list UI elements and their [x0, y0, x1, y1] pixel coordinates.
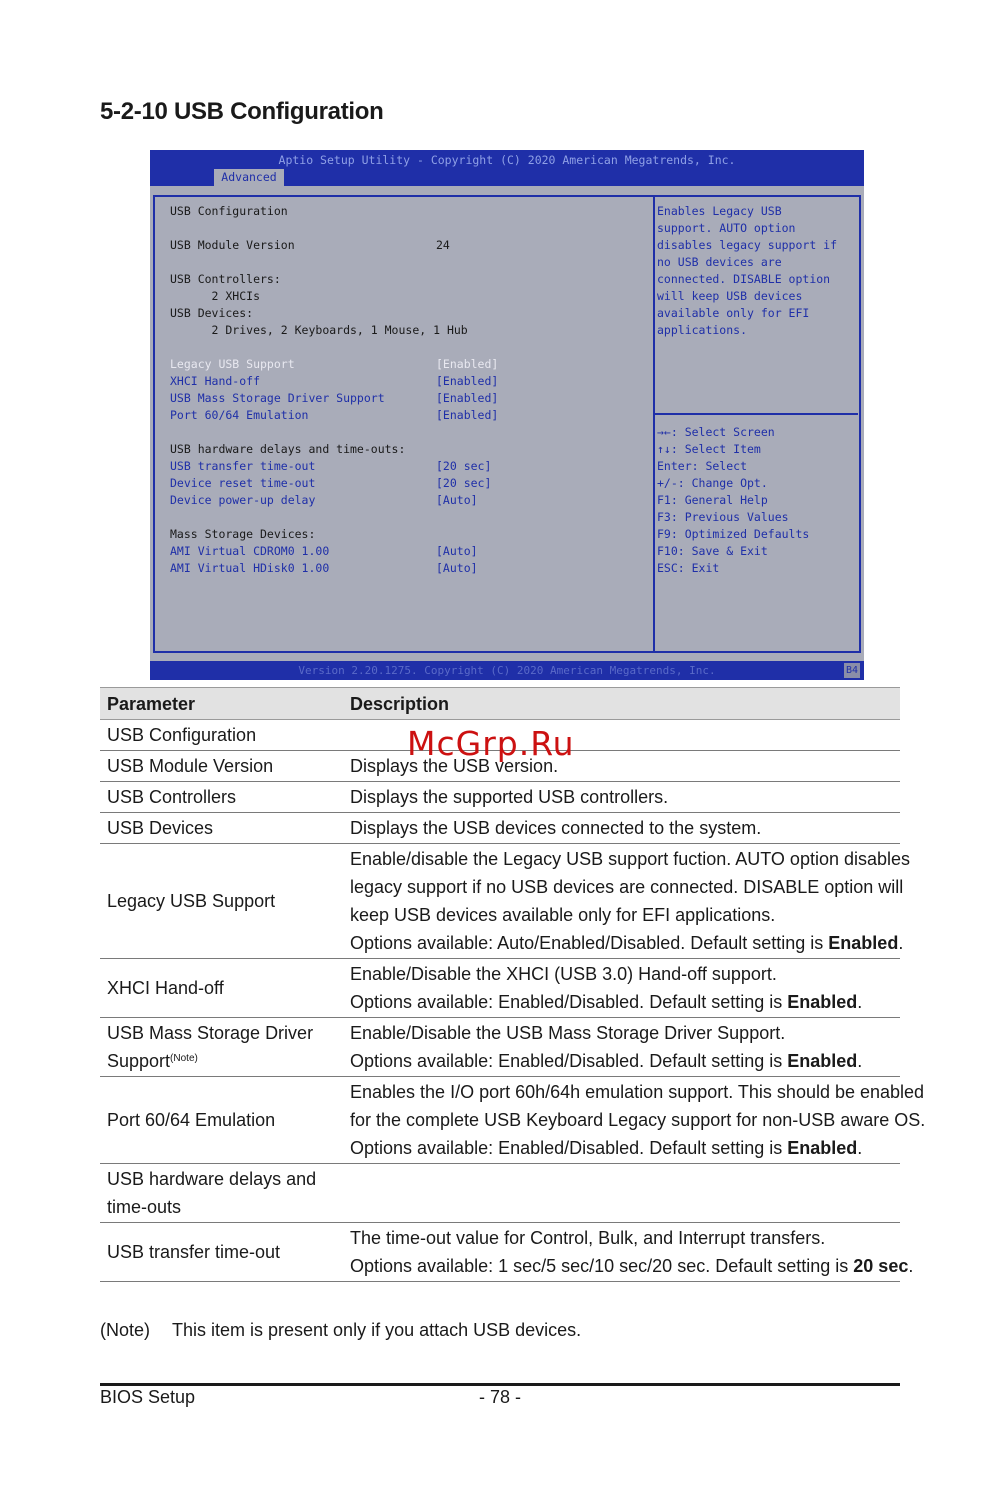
table-row	[100, 1018, 900, 1077]
bios-help-text: connected. DISABLE option	[657, 272, 831, 286]
bios-corner-badge: B4	[845, 665, 859, 676]
footer-section: BIOS Setup	[100, 1387, 196, 1407]
table-row	[100, 813, 900, 844]
bios-key-hint: F1: General Help	[657, 493, 768, 507]
bios-setting-value[interactable]: [Auto]	[436, 493, 478, 507]
param-text: Support	[107, 1051, 171, 1071]
bios-help-text: no USB devices are	[657, 255, 782, 269]
param-text: USB hardware delays and	[107, 1169, 317, 1189]
description-line: Enable/Disable the XHCI (USB 3.0) Hand-off support.	[350, 964, 777, 984]
table-row	[100, 1164, 900, 1223]
param-text: USB Module Version	[107, 756, 274, 776]
bios-setting-label[interactable]: USB transfer time-out	[170, 459, 316, 473]
description-line: legacy support if no USB devices are connected. DISABLE option will	[350, 877, 904, 897]
table-row	[100, 1223, 914, 1282]
param-cell	[107, 814, 337, 842]
bios-help-text: Enables Legacy USB	[657, 204, 782, 218]
table-row	[100, 844, 911, 959]
default-value: Enabled	[787, 1138, 858, 1158]
section-heading: 5-2-10 USB Configuration	[100, 98, 384, 125]
bios-key-hint: +/-: Change Opt.	[657, 476, 768, 490]
options-text: Options available: Enabled/Disabled. Default setting is	[350, 1051, 788, 1071]
bios-setting-label: USB Configuration	[170, 204, 288, 218]
bios-key-hint: →←: Select Screen	[657, 425, 775, 439]
header-parameter: Parameter	[107, 694, 196, 714]
description-line: Displays the supported USB controllers.	[350, 787, 669, 807]
bios-setting-label[interactable]: Legacy USB Support	[170, 357, 295, 371]
bios-key-hint: F10: Save & Exit	[657, 544, 768, 558]
param-text: time-outs	[107, 1197, 182, 1217]
param-cell	[107, 783, 337, 811]
description-line: for the complete USB Keyboard Legacy support for non-USB aware OS.	[350, 1110, 926, 1130]
param-cell	[107, 1238, 337, 1266]
header-description: Description	[350, 694, 450, 714]
param-cell	[107, 887, 337, 915]
note	[100, 1320, 581, 1341]
bios-setting-value[interactable]: [Auto]	[436, 544, 478, 558]
param-text: XHCI Hand-off	[107, 978, 224, 998]
bios-setting-value[interactable]: [20 sec]	[436, 459, 492, 473]
bios-title-bar	[150, 150, 864, 186]
description-line: Enable/Disable the USB Mass Storage Driver Support.	[350, 1023, 786, 1043]
description-line: Enable/disable the Legacy USB support fuction. AUTO option disables	[350, 849, 911, 869]
bios-setting-value[interactable]: [Enabled]	[436, 374, 499, 388]
bios-help-text: available only for EFI	[657, 306, 810, 320]
bios-help-text: disables legacy support if	[657, 238, 838, 252]
note-text: This item is present only if you attach USB devices.	[172, 1320, 582, 1340]
param-cell	[107, 1106, 337, 1134]
description-line: keep USB devices available only for EFI applications.	[350, 905, 776, 925]
bios-key-hint: ESC: Exit	[657, 561, 720, 575]
bios-setting-label: USB Controllers:	[170, 272, 281, 286]
bios-setting-label[interactable]: USB Mass Storage Driver Support	[170, 391, 385, 405]
param-cell	[107, 974, 337, 1002]
bios-setting-label[interactable]: Device power-up delay	[170, 493, 316, 507]
footer-rule	[100, 1383, 900, 1386]
param-text: Legacy USB Support	[107, 891, 276, 911]
param-text: USB Configuration	[107, 725, 257, 745]
bios-setting-value[interactable]: [20 sec]	[436, 476, 492, 490]
description-line: Enables the I/O port 60h/64h emulation support. This should be enabled	[350, 1082, 925, 1102]
bios-help-text: support. AUTO option	[657, 221, 796, 235]
param-cell	[107, 721, 337, 749]
bios-setting-value[interactable]: [Enabled]	[436, 408, 499, 422]
options-text: Options available: Enabled/Disabled. Default setting is	[350, 992, 788, 1012]
watermark: McGrp.Ru	[407, 724, 575, 763]
table-row	[100, 959, 900, 1018]
table-header	[100, 687, 900, 720]
table-row	[100, 1077, 926, 1164]
param-text: USB Devices	[107, 818, 214, 838]
tab-advanced[interactable]: Advanced	[214, 169, 284, 186]
bios-setting-label[interactable]: AMI Virtual HDisk0 1.00	[170, 561, 330, 575]
bios-screenshot	[150, 150, 864, 680]
param-text: Port 60/64 Emulation	[107, 1110, 276, 1130]
options-line: Options available: Enabled/Disabled. Default setting is Enabled.	[350, 1051, 863, 1071]
bios-setting-label: 2 XHCIs	[170, 289, 261, 303]
bios-key-hint: ↑↓: Select Item	[657, 442, 761, 456]
bios-key-hint: F9: Optimized Defaults	[657, 527, 810, 541]
description-cell	[350, 845, 911, 957]
default-value: 20 sec	[853, 1256, 909, 1276]
bios-setting-label: USB Module Version	[170, 238, 295, 252]
description-cell	[350, 783, 895, 811]
bios-help-text: will keep USB devices	[657, 289, 803, 303]
bios-setting-label: 2 Drives, 2 Keyboards, 1 Mouse, 1 Hub	[170, 323, 468, 337]
bios-key-hint: Enter: Select	[657, 459, 748, 473]
default-value: Enabled	[787, 1051, 858, 1071]
options-text: Options available: 1 sec/5 sec/10 sec/20 sec. Default setting is	[350, 1256, 854, 1276]
description-line: Displays the USB devices connected to the system.	[350, 818, 762, 838]
bios-key-hint: F3: Previous Values	[657, 510, 789, 524]
bios-setting-label: USB Devices:	[170, 306, 254, 320]
bios-help-divider	[655, 413, 858, 415]
bios-title: Aptio Setup Utility - Copyright (C) 2020 American Megatrends, Inc.	[278, 153, 736, 167]
note-superscript: (Note)	[170, 1053, 198, 1064]
bios-setting-label[interactable]: AMI Virtual CDROM0 1.00	[170, 544, 330, 558]
param-cell	[107, 752, 337, 780]
description-cell	[350, 960, 895, 1016]
bios-status-bar	[150, 661, 864, 680]
param-cell	[107, 1019, 337, 1075]
description-cell	[350, 1078, 926, 1162]
bios-setting-label: USB hardware delays and time-outs:	[170, 442, 406, 456]
default-value: Enabled	[787, 992, 858, 1012]
param-text: USB Controllers	[107, 787, 237, 807]
bios-divider	[653, 195, 655, 653]
options-text: Options available: Enabled/Disabled. Default setting is	[350, 1138, 788, 1158]
description-cell	[350, 1224, 914, 1280]
bios-setting-label[interactable]: Device reset time-out	[170, 476, 316, 490]
param-text: USB transfer time-out	[107, 1242, 281, 1262]
options-text: Options available: Auto/Enabled/Disabled. Default setting is	[350, 933, 829, 953]
options-line: Options available: 1 sec/5 sec/10 sec/20 sec. Default setting is 20 sec.	[350, 1256, 914, 1276]
note-label: (Note)	[100, 1320, 151, 1340]
description-line: Displays the USB version.	[350, 756, 559, 776]
bios-setting-label[interactable]: XHCI Hand-off	[170, 374, 261, 388]
description-cell	[350, 1019, 895, 1075]
table-row	[100, 782, 900, 813]
bios-setting-label: Mass Storage Devices:	[170, 527, 316, 541]
bios-setting-value: 24	[436, 238, 450, 252]
options-line: Options available: Enabled/Disabled. Default setting is Enabled.	[350, 992, 863, 1012]
param-cell	[107, 1165, 337, 1221]
options-line: Options available: Enabled/Disabled. Default setting is Enabled.	[350, 1138, 863, 1158]
options-line: Options available: Auto/Enabled/Disabled. Default setting is Enabled.	[350, 933, 904, 953]
description-cell	[350, 814, 895, 842]
param-text: USB Mass Storage Driver	[107, 1023, 314, 1043]
bios-footer: Version 2.20.1275. Copyright (C) 2020 American Megatrends, Inc.	[298, 664, 716, 677]
default-value: Enabled	[828, 933, 899, 953]
bios-setting-value[interactable]: [Auto]	[436, 561, 478, 575]
bios-help-text: applications.	[657, 323, 748, 337]
bios-setting-label[interactable]: Port 60/64 Emulation	[170, 408, 309, 422]
bios-setting-value[interactable]: [Enabled]	[436, 391, 499, 405]
description-line: The time-out value for Control, Bulk, and Interrupt transfers.	[350, 1228, 826, 1248]
page-number: - 78 -	[478, 1387, 521, 1407]
bios-setting-value[interactable]: [Enabled]	[436, 357, 499, 371]
